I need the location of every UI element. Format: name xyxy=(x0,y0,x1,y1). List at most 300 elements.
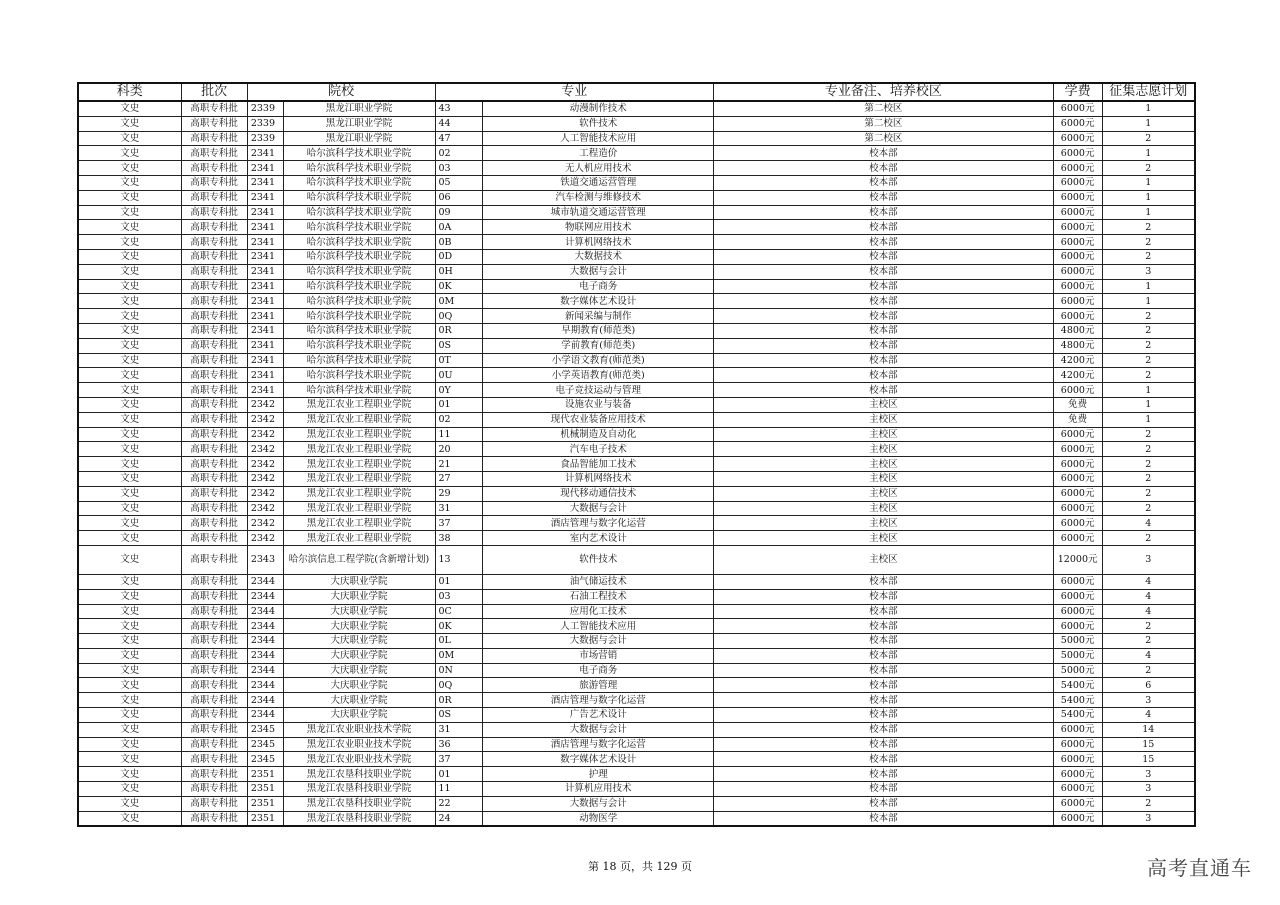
cell-category: 文史 xyxy=(78,264,181,279)
cell-tuition: 12000元 xyxy=(1053,545,1102,574)
cell-school-code: 2341 xyxy=(247,353,283,368)
cell-school-name: 黑龙江职业学院 xyxy=(283,116,435,131)
cell-remarks: 校本部 xyxy=(713,693,1053,708)
cell-school-name: 黑龙江农业工程职业学院 xyxy=(283,471,435,486)
cell-school-code: 2342 xyxy=(247,471,283,486)
cell-remarks: 校本部 xyxy=(713,249,1053,264)
cell-major-name: 无人机应用技术 xyxy=(483,161,714,176)
cell-batch: 高职专科批 xyxy=(181,427,247,442)
table-row xyxy=(78,427,1195,442)
cell-major-name: 护理 xyxy=(483,767,714,782)
table-row xyxy=(78,531,1195,546)
cell-major-name: 电子商务 xyxy=(483,663,714,678)
cell-major-code: 0N xyxy=(435,663,483,678)
cell-plan: 6 xyxy=(1102,678,1195,693)
cell-school-code: 2341 xyxy=(247,323,283,338)
cell-major-code: 21 xyxy=(435,457,483,472)
header-tuition: 学费 xyxy=(1053,83,1102,101)
cell-major-code: 01 xyxy=(435,767,483,782)
table-row xyxy=(78,161,1195,176)
cell-batch: 高职专科批 xyxy=(181,220,247,235)
cell-school-code: 2342 xyxy=(247,412,283,427)
cell-major-code: 29 xyxy=(435,486,483,501)
cell-tuition: 6000元 xyxy=(1053,175,1102,190)
cell-school-name: 黑龙江农业工程职业学院 xyxy=(283,427,435,442)
cell-tuition: 6000元 xyxy=(1053,131,1102,146)
cell-remarks: 校本部 xyxy=(713,737,1053,752)
cell-major-name: 计算机网络技术 xyxy=(483,235,714,250)
cell-school-code: 2341 xyxy=(247,294,283,309)
cell-school-name: 哈尔滨科学技术职业学院 xyxy=(283,249,435,264)
cell-remarks: 主校区 xyxy=(713,397,1053,412)
table-row xyxy=(78,279,1195,294)
cell-major-name: 设施农业与装备 xyxy=(483,397,714,412)
cell-remarks: 校本部 xyxy=(713,767,1053,782)
cell-tuition: 6000元 xyxy=(1053,205,1102,220)
cell-plan: 2 xyxy=(1102,427,1195,442)
cell-school-code: 2339 xyxy=(247,131,283,146)
cell-category: 文史 xyxy=(78,471,181,486)
cell-major-code: 0A xyxy=(435,220,483,235)
cell-category: 文史 xyxy=(78,589,181,604)
cell-tuition: 5000元 xyxy=(1053,663,1102,678)
cell-plan: 3 xyxy=(1102,545,1195,574)
table-row xyxy=(78,693,1195,708)
table-row xyxy=(78,412,1195,427)
cell-category: 文史 xyxy=(78,545,181,574)
cell-tuition: 6000元 xyxy=(1053,220,1102,235)
cell-tuition: 免费 xyxy=(1053,412,1102,427)
admission-plan-table xyxy=(77,82,1196,827)
cell-tuition: 6000元 xyxy=(1053,116,1102,131)
cell-remarks: 校本部 xyxy=(713,220,1053,235)
cell-major-name: 城市轨道交通运营管理 xyxy=(483,205,714,220)
cell-remarks: 校本部 xyxy=(713,235,1053,250)
cell-plan: 1 xyxy=(1102,279,1195,294)
cell-batch: 高职专科批 xyxy=(181,205,247,220)
cell-major-name: 软件技术 xyxy=(483,545,714,574)
table-row xyxy=(78,619,1195,634)
cell-batch: 高职专科批 xyxy=(181,323,247,338)
cell-batch: 高职专科批 xyxy=(181,131,247,146)
cell-major-code: 0B xyxy=(435,235,483,250)
cell-school-code: 2341 xyxy=(247,161,283,176)
cell-school-code: 2339 xyxy=(247,101,283,116)
watermark-logo: 高考直通车 xyxy=(1147,856,1252,880)
cell-tuition: 6000元 xyxy=(1053,471,1102,486)
cell-batch: 高职专科批 xyxy=(181,442,247,457)
cell-tuition: 6000元 xyxy=(1053,531,1102,546)
cell-school-name: 黑龙江农业职业技术学院 xyxy=(283,752,435,767)
cell-tuition: 6000元 xyxy=(1053,619,1102,634)
cell-category: 文史 xyxy=(78,161,181,176)
cell-tuition: 4200元 xyxy=(1053,353,1102,368)
cell-tuition: 6000元 xyxy=(1053,722,1102,737)
cell-remarks: 校本部 xyxy=(713,309,1053,324)
cell-category: 文史 xyxy=(78,412,181,427)
cell-category: 文史 xyxy=(78,442,181,457)
cell-major-name: 汽车检测与维修技术 xyxy=(483,190,714,205)
cell-remarks: 校本部 xyxy=(713,782,1053,797)
cell-major-name: 铁道交通运营管理 xyxy=(483,175,714,190)
table-row xyxy=(78,471,1195,486)
cell-school-name: 大庆职业学院 xyxy=(283,619,435,634)
cell-remarks: 校本部 xyxy=(713,634,1053,649)
cell-major-name: 早期教育(师范类) xyxy=(483,323,714,338)
cell-remarks: 校本部 xyxy=(713,574,1053,589)
cell-plan: 1 xyxy=(1102,205,1195,220)
cell-school-code: 2341 xyxy=(247,309,283,324)
cell-major-code: 06 xyxy=(435,190,483,205)
cell-remarks: 校本部 xyxy=(713,678,1053,693)
cell-category: 文史 xyxy=(78,116,181,131)
cell-school-code: 2342 xyxy=(247,516,283,531)
table-body xyxy=(78,101,1195,826)
cell-batch: 高职专科批 xyxy=(181,353,247,368)
cell-plan: 2 xyxy=(1102,663,1195,678)
cell-category: 文史 xyxy=(78,574,181,589)
cell-tuition: 6000元 xyxy=(1053,279,1102,294)
cell-batch: 高职专科批 xyxy=(181,811,247,826)
cell-major-name: 食品智能加工技术 xyxy=(483,457,714,472)
cell-remarks: 校本部 xyxy=(713,752,1053,767)
cell-remarks: 校本部 xyxy=(713,338,1053,353)
cell-category: 文史 xyxy=(78,796,181,811)
cell-category: 文史 xyxy=(78,531,181,546)
table-row xyxy=(78,146,1195,161)
cell-tuition: 6000元 xyxy=(1053,796,1102,811)
cell-tuition: 6000元 xyxy=(1053,442,1102,457)
cell-major-name: 新闻采编与制作 xyxy=(483,309,714,324)
cell-plan: 2 xyxy=(1102,634,1195,649)
cell-school-name: 大庆职业学院 xyxy=(283,648,435,663)
table-row xyxy=(78,545,1195,574)
cell-remarks: 校本部 xyxy=(713,722,1053,737)
cell-batch: 高职专科批 xyxy=(181,796,247,811)
cell-category: 文史 xyxy=(78,383,181,398)
cell-tuition: 6000元 xyxy=(1053,782,1102,797)
cell-remarks: 校本部 xyxy=(713,383,1053,398)
cell-school-code: 2341 xyxy=(247,190,283,205)
cell-batch: 高职专科批 xyxy=(181,516,247,531)
cell-school-name: 哈尔滨科学技术职业学院 xyxy=(283,309,435,324)
header-batch: 批次 xyxy=(181,83,247,101)
cell-major-code: 03 xyxy=(435,161,483,176)
cell-category: 文史 xyxy=(78,604,181,619)
cell-major-name: 小学语文教育(师范类) xyxy=(483,353,714,368)
cell-major-name: 现代移动通信技术 xyxy=(483,486,714,501)
cell-batch: 高职专科批 xyxy=(181,338,247,353)
cell-major-code: 03 xyxy=(435,589,483,604)
cell-school-name: 黑龙江农业工程职业学院 xyxy=(283,397,435,412)
cell-tuition: 6000元 xyxy=(1053,516,1102,531)
cell-batch: 高职专科批 xyxy=(181,264,247,279)
cell-major-name: 物联网应用技术 xyxy=(483,220,714,235)
cell-remarks: 校本部 xyxy=(713,811,1053,826)
cell-school-name: 大庆职业学院 xyxy=(283,574,435,589)
cell-major-code: 13 xyxy=(435,545,483,574)
cell-school-code: 2341 xyxy=(247,235,283,250)
cell-major-code: 0R xyxy=(435,323,483,338)
cell-school-code: 2351 xyxy=(247,811,283,826)
cell-batch: 高职专科批 xyxy=(181,116,247,131)
cell-tuition: 4800元 xyxy=(1053,323,1102,338)
cell-batch: 高职专科批 xyxy=(181,279,247,294)
cell-school-name: 大庆职业学院 xyxy=(283,708,435,723)
table-row xyxy=(78,131,1195,146)
header-category: 科类 xyxy=(78,83,181,101)
cell-plan: 2 xyxy=(1102,531,1195,546)
cell-major-name: 计算机应用技术 xyxy=(483,782,714,797)
table-row xyxy=(78,190,1195,205)
table-row xyxy=(78,457,1195,472)
cell-remarks: 校本部 xyxy=(713,648,1053,663)
cell-school-name: 哈尔滨科学技术职业学院 xyxy=(283,220,435,235)
cell-plan: 2 xyxy=(1102,457,1195,472)
cell-school-name: 黑龙江农业工程职业学院 xyxy=(283,442,435,457)
table-row xyxy=(78,486,1195,501)
cell-plan: 3 xyxy=(1102,811,1195,826)
cell-batch: 高职专科批 xyxy=(181,545,247,574)
cell-major-code: 44 xyxy=(435,116,483,131)
cell-major-code: 0S xyxy=(435,338,483,353)
table-row xyxy=(78,663,1195,678)
cell-major-code: 11 xyxy=(435,427,483,442)
cell-school-name: 大庆职业学院 xyxy=(283,634,435,649)
cell-remarks: 校本部 xyxy=(713,796,1053,811)
cell-category: 文史 xyxy=(78,752,181,767)
header-remarks: 专业备注、培养校区 xyxy=(713,83,1053,101)
cell-remarks: 校本部 xyxy=(713,294,1053,309)
cell-tuition: 5400元 xyxy=(1053,693,1102,708)
cell-category: 文史 xyxy=(78,457,181,472)
cell-plan: 2 xyxy=(1102,323,1195,338)
cell-tuition: 6000元 xyxy=(1053,604,1102,619)
cell-major-name: 酒店管理与数字化运营 xyxy=(483,516,714,531)
cell-batch: 高职专科批 xyxy=(181,648,247,663)
cell-batch: 高职专科批 xyxy=(181,383,247,398)
table-row xyxy=(78,205,1195,220)
cell-school-code: 2341 xyxy=(247,249,283,264)
cell-school-code: 2342 xyxy=(247,531,283,546)
table-row xyxy=(78,368,1195,383)
cell-school-name: 哈尔滨科学技术职业学院 xyxy=(283,235,435,250)
table-row xyxy=(78,501,1195,516)
cell-remarks: 第二校区 xyxy=(713,101,1053,116)
cell-remarks: 校本部 xyxy=(713,190,1053,205)
table-row xyxy=(78,116,1195,131)
cell-major-code: 01 xyxy=(435,574,483,589)
cell-major-code: 27 xyxy=(435,471,483,486)
cell-tuition: 6000元 xyxy=(1053,767,1102,782)
cell-batch: 高职专科批 xyxy=(181,722,247,737)
cell-major-name: 电子竞技运动与管理 xyxy=(483,383,714,398)
table-row xyxy=(78,383,1195,398)
cell-tuition: 6000元 xyxy=(1053,811,1102,826)
cell-school-code: 2345 xyxy=(247,752,283,767)
table-row xyxy=(78,752,1195,767)
cell-remarks: 校本部 xyxy=(713,175,1053,190)
cell-plan: 2 xyxy=(1102,796,1195,811)
cell-major-code: 0Q xyxy=(435,678,483,693)
cell-plan: 1 xyxy=(1102,397,1195,412)
cell-school-code: 2341 xyxy=(247,146,283,161)
cell-school-name: 黑龙江农业工程职业学院 xyxy=(283,516,435,531)
cell-major-code: 0M xyxy=(435,648,483,663)
cell-tuition: 6000元 xyxy=(1053,589,1102,604)
cell-plan: 15 xyxy=(1102,737,1195,752)
cell-school-code: 2341 xyxy=(247,368,283,383)
cell-school-name: 哈尔滨科学技术职业学院 xyxy=(283,338,435,353)
cell-category: 文史 xyxy=(78,175,181,190)
cell-remarks: 校本部 xyxy=(713,146,1053,161)
cell-remarks: 校本部 xyxy=(713,205,1053,220)
cell-school-code: 2341 xyxy=(247,220,283,235)
cell-major-name: 大数据与会计 xyxy=(483,634,714,649)
cell-major-code: 43 xyxy=(435,101,483,116)
cell-major-code: 37 xyxy=(435,752,483,767)
table-row xyxy=(78,294,1195,309)
cell-major-code: 38 xyxy=(435,531,483,546)
cell-tuition: 6000元 xyxy=(1053,146,1102,161)
cell-tuition: 4200元 xyxy=(1053,368,1102,383)
cell-major-code: 0Y xyxy=(435,383,483,398)
cell-school-code: 2344 xyxy=(247,604,283,619)
cell-major-name: 室内艺术设计 xyxy=(483,531,714,546)
table-row xyxy=(78,323,1195,338)
cell-plan: 1 xyxy=(1102,146,1195,161)
cell-category: 文史 xyxy=(78,811,181,826)
table-row xyxy=(78,338,1195,353)
cell-batch: 高职专科批 xyxy=(181,190,247,205)
cell-major-name: 数字媒体艺术设计 xyxy=(483,752,714,767)
cell-school-code: 2344 xyxy=(247,574,283,589)
cell-school-name: 哈尔滨科学技术职业学院 xyxy=(283,323,435,338)
table-row xyxy=(78,678,1195,693)
table-row xyxy=(78,264,1195,279)
cell-major-name: 应用化工技术 xyxy=(483,604,714,619)
cell-major-name: 汽车电子技术 xyxy=(483,442,714,457)
cell-batch: 高职专科批 xyxy=(181,619,247,634)
cell-remarks: 校本部 xyxy=(713,323,1053,338)
cell-remarks: 校本部 xyxy=(713,368,1053,383)
cell-major-name: 软件技术 xyxy=(483,116,714,131)
table-row xyxy=(78,574,1195,589)
cell-category: 文史 xyxy=(78,648,181,663)
table-row xyxy=(78,235,1195,250)
cell-batch: 高职专科批 xyxy=(181,146,247,161)
cell-major-code: 36 xyxy=(435,737,483,752)
cell-school-name: 黑龙江农业工程职业学院 xyxy=(283,412,435,427)
cell-batch: 高职专科批 xyxy=(181,101,247,116)
cell-plan: 1 xyxy=(1102,175,1195,190)
cell-major-code: 0K xyxy=(435,279,483,294)
table-row xyxy=(78,782,1195,797)
cell-major-name: 人工智能技术应用 xyxy=(483,619,714,634)
cell-major-name: 酒店管理与数字化运营 xyxy=(483,737,714,752)
cell-tuition: 6000元 xyxy=(1053,294,1102,309)
cell-plan: 3 xyxy=(1102,264,1195,279)
cell-school-code: 2351 xyxy=(247,767,283,782)
cell-category: 文史 xyxy=(78,634,181,649)
cell-major-name: 大数据与会计 xyxy=(483,796,714,811)
cell-category: 文史 xyxy=(78,501,181,516)
cell-remarks: 校本部 xyxy=(713,663,1053,678)
cell-school-name: 大庆职业学院 xyxy=(283,693,435,708)
cell-school-name: 黑龙江农业工程职业学院 xyxy=(283,457,435,472)
cell-remarks: 主校区 xyxy=(713,427,1053,442)
cell-batch: 高职专科批 xyxy=(181,309,247,324)
cell-school-code: 2344 xyxy=(247,634,283,649)
table-row xyxy=(78,353,1195,368)
cell-major-code: 0D xyxy=(435,249,483,264)
cell-school-code: 2344 xyxy=(247,619,283,634)
cell-tuition: 6000元 xyxy=(1053,427,1102,442)
cell-remarks: 第二校区 xyxy=(713,116,1053,131)
cell-plan: 2 xyxy=(1102,486,1195,501)
cell-school-name: 黑龙江农垦科技职业学院 xyxy=(283,811,435,826)
cell-plan: 2 xyxy=(1102,309,1195,324)
cell-plan: 2 xyxy=(1102,161,1195,176)
table-row xyxy=(78,589,1195,604)
cell-batch: 高职专科批 xyxy=(181,604,247,619)
header-plan: 征集志愿计划 xyxy=(1102,83,1195,101)
cell-school-name: 黑龙江农业职业技术学院 xyxy=(283,722,435,737)
cell-school-code: 2342 xyxy=(247,427,283,442)
cell-remarks: 校本部 xyxy=(713,708,1053,723)
cell-major-name: 学前教育(师范类) xyxy=(483,338,714,353)
cell-batch: 高职专科批 xyxy=(181,678,247,693)
cell-plan: 3 xyxy=(1102,782,1195,797)
cell-batch: 高职专科批 xyxy=(181,471,247,486)
cell-school-code: 2344 xyxy=(247,678,283,693)
cell-major-name: 动物医学 xyxy=(483,811,714,826)
cell-category: 文史 xyxy=(78,427,181,442)
cell-school-name: 黑龙江职业学院 xyxy=(283,131,435,146)
cell-school-name: 黑龙江农垦科技职业学院 xyxy=(283,782,435,797)
cell-batch: 高职专科批 xyxy=(181,457,247,472)
cell-school-code: 2341 xyxy=(247,175,283,190)
cell-major-code: 47 xyxy=(435,131,483,146)
cell-school-name: 哈尔滨科学技术职业学院 xyxy=(283,353,435,368)
cell-school-name: 哈尔滨科学技术职业学院 xyxy=(283,190,435,205)
cell-tuition: 6000元 xyxy=(1053,383,1102,398)
cell-major-name: 动漫制作技术 xyxy=(483,101,714,116)
cell-plan: 1 xyxy=(1102,190,1195,205)
cell-category: 文史 xyxy=(78,397,181,412)
cell-tuition: 6000元 xyxy=(1053,249,1102,264)
cell-major-name: 广告艺术设计 xyxy=(483,708,714,723)
cell-category: 文史 xyxy=(78,782,181,797)
cell-major-code: 0C xyxy=(435,604,483,619)
cell-major-code: 20 xyxy=(435,442,483,457)
cell-batch: 高职专科批 xyxy=(181,693,247,708)
cell-batch: 高职专科批 xyxy=(181,663,247,678)
cell-category: 文史 xyxy=(78,190,181,205)
cell-remarks: 校本部 xyxy=(713,619,1053,634)
cell-plan: 2 xyxy=(1102,501,1195,516)
cell-plan: 2 xyxy=(1102,619,1195,634)
cell-category: 文史 xyxy=(78,353,181,368)
cell-plan: 2 xyxy=(1102,471,1195,486)
cell-school-code: 2341 xyxy=(247,205,283,220)
cell-category: 文史 xyxy=(78,323,181,338)
cell-batch: 高职专科批 xyxy=(181,161,247,176)
cell-category: 文史 xyxy=(78,146,181,161)
cell-batch: 高职专科批 xyxy=(181,501,247,516)
cell-batch: 高职专科批 xyxy=(181,634,247,649)
cell-school-name: 大庆职业学院 xyxy=(283,589,435,604)
